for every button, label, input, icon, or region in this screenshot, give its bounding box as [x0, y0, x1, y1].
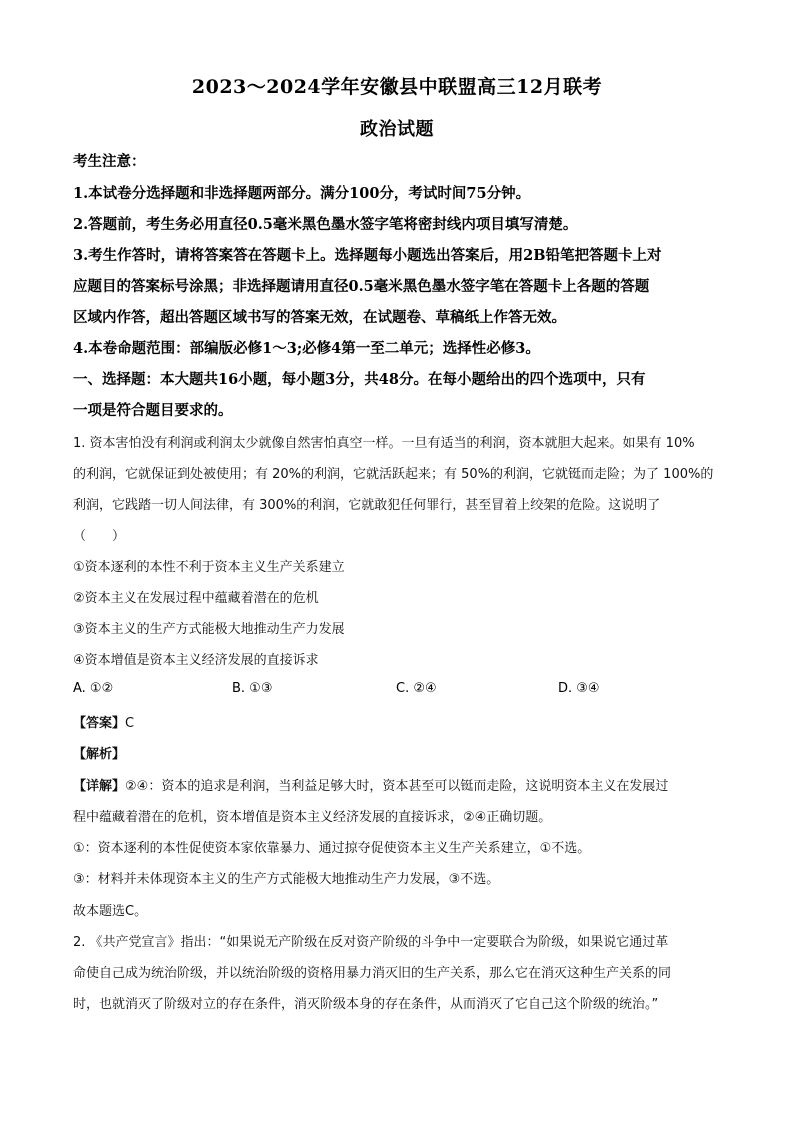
q1-analysis-tag	[73, 743, 723, 762]
notice-item-3-line-3: 区域内作答，超出答题区域书写的答案无效，在试题卷、草稿纸上作答无效。	[73, 309, 566, 326]
q2-stem-line-3: 时，也就消灭了阶级对立的存在条件，消灭阶级本身的存在条件，从而消灭了它自己这个阶级的统治。”	[73, 997, 659, 1012]
q1-answer	[73, 712, 723, 731]
q1-detail-line-2: 程中蕴藏着潜在的危机，资本增值是资本主义经济发展的直接诉求，②④正确切题。	[73, 810, 552, 825]
q1-option-a: A. ①②	[73, 681, 114, 696]
q1-statement-3: ③资本主义的生产方式能极大地推动生产力发展	[73, 622, 345, 637]
answer-tag: 【答案】	[73, 716, 126, 731]
page-title: 2023～2024学年安徽县中联盟高三12月联考	[191, 76, 603, 98]
page-subtitle: 政治试题	[360, 119, 434, 140]
section-heading-line-2: 一项是符合题目要求的。	[73, 402, 233, 419]
q1-option-c: C. ②④	[396, 681, 437, 696]
q1-stem-line-2: 的利润，它就保证到处被使用；有 20%的利润，它就活跃起来；有 50%的利润，它就铤而走险；为了 100%的	[73, 467, 714, 482]
q1-detail-line-4: ③：材料并未体现资本主义的生产方式能极大地推动生产力发展，③不选。	[73, 872, 500, 887]
answer-value: C	[125, 716, 135, 731]
q1-statement-2: ②资本主义在发展过程中蕴藏着潜在的危机	[73, 591, 319, 606]
notice-item-4: 4.本卷命题范围：部编版必修1～3;必修4第一至二单元；选择性必修3。	[73, 340, 540, 357]
q1-stem-line-4: （ ）	[73, 529, 126, 544]
q1-option-b: B. ①③	[232, 681, 273, 696]
analysis-tag: 【解析】	[73, 747, 126, 762]
notice-item-3-line-1: 3.考生作答时，请将答案答在答题卡上。选择题每小题选出答案后，用2B铅笔把答题卡上对	[73, 247, 662, 264]
notice-item-2: 2.答题前，考生务必用直径0.5毫米黑色墨水签字笔将密封线内项目填写清楚。	[73, 216, 578, 233]
q2-stem-line-1: 2. 《共产党宣言》指出：“如果说无产阶级在反对资产阶级的斗争中一定要联合为阶级，如果说它通过革	[73, 935, 669, 950]
notice-item-1: 1.本试卷分选择题和非选择题两部分。满分100分，考试时间75分钟。	[73, 185, 531, 202]
q1-detail-line-1	[73, 775, 723, 794]
notice-item-3-line-2: 应题目的答案标号涂黑；非选择题请用直径0.5毫米黑色墨水签字笔在答题卡上各题的答题	[73, 278, 650, 295]
q1-detail-line-3: ①：资本逐利的本性促使资本家依靠暴力、通过掠夺促使资本主义生产关系建立，①不选。	[73, 841, 591, 856]
q1-statement-1: ①资本逐利的本性不利于资本主义生产关系建立	[73, 560, 345, 575]
q1-stem-line-1: 1. 资本害怕没有利润或利润太少就像自然害怕真空一样。一旦有适当的利润，资本就胆大起来。如果有 10%	[73, 436, 695, 451]
detail-text-1: ②④：资本的追求是利润，当利益足够大时，资本甚至可以铤而走险，这说明资本主义在发展过	[125, 779, 669, 794]
q1-statement-4: ④资本增值是资本主义经济发展的直接诉求	[73, 653, 319, 668]
section-heading-line-1: 一、选择题：本大题共16小题，每小题3分，共48分。在每小题给出的四个选项中，只有	[73, 371, 646, 388]
q2-stem-line-2: 命使自己成为统治阶级，并以统治阶级的资格用暴力消灭旧的生产关系，那么它在消灭这种生产关系的同	[73, 966, 672, 981]
q1-stem-line-3: 利润，它践踏一切人间法律，有 300%的利润，它就敢犯任何罪行，甚至冒着上绞架的危险。这说明了	[73, 498, 661, 513]
q1-option-d: D. ③④	[558, 681, 600, 696]
detail-tag: 【详解】	[73, 779, 126, 794]
notice-heading: 考生注意：	[73, 153, 146, 170]
q1-detail-line-5: 故本题选C。	[73, 904, 148, 919]
